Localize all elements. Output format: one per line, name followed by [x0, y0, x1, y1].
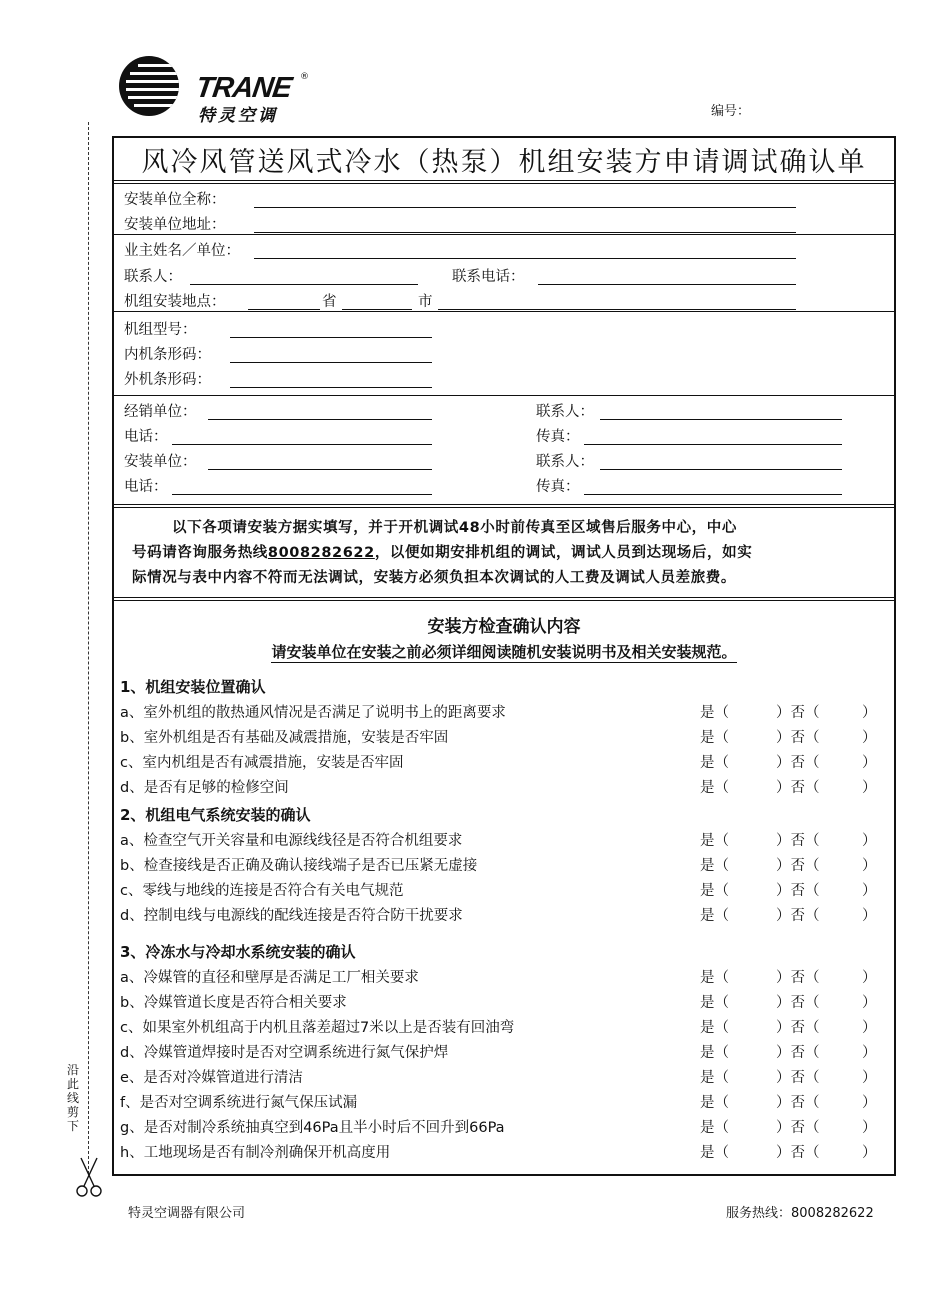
installer-phone-label: 电话： — [124, 479, 168, 495]
close-paren: ） — [862, 1095, 877, 1111]
checklist-subtitle — [112, 641, 896, 662]
scissors-icon — [72, 1156, 106, 1200]
checklist-item: f、是否对空调系统进行氮气保压试漏 — [120, 1095, 358, 1111]
no-checkbox[interactable]: ）否（ — [776, 705, 820, 721]
yes-checkbox[interactable]: 是（ — [700, 730, 729, 746]
close-paren: ） — [862, 970, 877, 986]
close-paren: ） — [862, 833, 877, 849]
divider — [112, 234, 896, 235]
installer-phone-field[interactable] — [172, 494, 432, 495]
contact-phone-label: 联系电话： — [452, 269, 525, 285]
checklist-group-heading: 2、机组电气系统安装的确认 — [120, 806, 311, 824]
installer-contact-field[interactable] — [600, 469, 842, 470]
no-checkbox[interactable]: ）否（ — [776, 755, 820, 771]
notice-line-2-pre: 号码请咨询服务热线 — [132, 545, 268, 561]
checklist-item: b、室外机组是否有基础及减震措施，安装是否牢固 — [120, 730, 449, 746]
indoor-barcode-field[interactable] — [230, 362, 432, 363]
registered-mark: ® — [300, 72, 309, 82]
brand-name-cn: 特灵空调 — [198, 106, 278, 126]
close-paren: ） — [862, 995, 877, 1011]
dealer-field[interactable] — [208, 419, 432, 420]
no-checkbox[interactable]: ）否（ — [776, 908, 820, 924]
yes-checkbox[interactable]: 是（ — [700, 883, 729, 899]
company-address-field[interactable] — [254, 232, 796, 233]
dealer-fax-field[interactable] — [584, 444, 842, 445]
no-checkbox[interactable]: ）否（ — [776, 1045, 820, 1061]
checklist-title: 安装方检查确认内容 — [427, 617, 581, 637]
close-paren: ） — [862, 908, 877, 924]
no-checkbox[interactable]: ）否（ — [776, 1070, 820, 1086]
checklist-item: c、室内机组是否有减震措施，安装是否牢固 — [120, 755, 404, 771]
contact-field[interactable] — [190, 284, 418, 285]
notice-line-3: 际情况与表中内容不符而无法调试，安装方必须负担本次调试的人工费及调试人员差旅费。 — [132, 570, 736, 586]
yes-checkbox[interactable]: 是（ — [700, 1095, 729, 1111]
province-label: 省 — [322, 294, 337, 310]
no-checkbox[interactable]: ）否（ — [776, 833, 820, 849]
footer-hotline: 服务热线：8008282622 — [726, 1206, 874, 1221]
contact-label: 联系人： — [124, 269, 182, 285]
serial-number-label: 编号： — [711, 104, 751, 119]
indoor-barcode-label: 内机条形码： — [124, 347, 211, 363]
address-detail-field[interactable] — [438, 309, 796, 310]
no-checkbox[interactable]: ）否（ — [776, 995, 820, 1011]
yes-checkbox[interactable]: 是（ — [700, 995, 729, 1011]
yes-checkbox[interactable]: 是（ — [700, 755, 729, 771]
close-paren: ） — [862, 1045, 877, 1061]
installer-field[interactable] — [208, 469, 432, 470]
checklist-item: h、工地现场是否有制冷剂确保开机高度用 — [120, 1145, 391, 1161]
yes-checkbox[interactable]: 是（ — [700, 908, 729, 924]
no-checkbox[interactable]: ）否（ — [776, 883, 820, 899]
close-paren: ） — [862, 883, 877, 899]
owner-field[interactable] — [254, 258, 796, 259]
checklist-item: d、控制电线与电源线的配线连接是否符合防干扰要求 — [120, 908, 463, 924]
checklist-item: c、如果室外机组高于内机且落差超过7米以上是否装有回油弯 — [120, 1020, 515, 1036]
yes-checkbox[interactable]: 是（ — [700, 1020, 729, 1036]
notice-hotline: 8008282622 — [267, 545, 375, 561]
checklist-item: e、是否对冷媒管道进行清洁 — [120, 1070, 303, 1086]
cut-instruction: 沿此线剪下 — [66, 1063, 79, 1133]
yes-checkbox[interactable]: 是（ — [700, 970, 729, 986]
installer-contact-label: 联系人： — [536, 454, 594, 470]
yes-checkbox[interactable]: 是（ — [700, 833, 729, 849]
city-field[interactable] — [342, 309, 412, 310]
installer-fax-field[interactable] — [584, 494, 842, 495]
yes-checkbox[interactable]: 是（ — [700, 1070, 729, 1086]
divider — [112, 180, 896, 184]
close-paren: ） — [862, 1020, 877, 1036]
dealer-fax-label: 传真： — [536, 429, 580, 445]
divider — [112, 597, 896, 601]
checklist-subtitle-text: 请安装单位在安装之前必须详细阅读随机安装说明书及相关安装规范。 — [271, 643, 737, 661]
company-full-name-field[interactable] — [254, 207, 796, 208]
no-checkbox[interactable]: ）否（ — [776, 858, 820, 874]
form-title: 风冷风管送风式冷水（热泵）机组安装方申请调试确认单 — [141, 147, 867, 178]
province-field[interactable] — [248, 309, 320, 310]
checklist-item: g、是否对制冷系统抽真空到46Pa且半小时后不回升到66Pa — [120, 1120, 505, 1136]
notice-line-1: 以下各项请安装方据实填写，并于开机调试48小时前传真至区域售后服务中心，中心 — [172, 520, 737, 536]
yes-checkbox[interactable]: 是（ — [700, 705, 729, 721]
checklist-group-heading: 1、机组安装位置确认 — [120, 678, 266, 696]
dealer-contact-label: 联系人： — [536, 404, 594, 420]
checklist-item: a、冷媒管的直径和壁厚是否满足工厂相关要求 — [120, 970, 419, 986]
no-checkbox[interactable]: ）否（ — [776, 730, 820, 746]
installer-label: 安装单位： — [124, 454, 197, 470]
installer-fax-label: 传真： — [536, 479, 580, 495]
no-checkbox[interactable]: ）否（ — [776, 1095, 820, 1111]
no-checkbox[interactable]: ）否（ — [776, 780, 820, 796]
company-address-label: 安装单位地址： — [124, 217, 226, 233]
model-field[interactable] — [230, 337, 432, 338]
close-paren: ） — [862, 705, 877, 721]
close-paren: ） — [862, 730, 877, 746]
checklist-item: a、室外机组的散热通风情况是否满足了说明书上的距离要求 — [120, 705, 506, 721]
model-label: 机组型号： — [124, 322, 197, 338]
close-paren: ） — [862, 1120, 877, 1136]
dealer-phone-label: 电话： — [124, 429, 168, 445]
yes-checkbox[interactable]: 是（ — [700, 1120, 729, 1136]
yes-checkbox[interactable]: 是（ — [700, 1045, 729, 1061]
checklist-item: b、冷媒管道长度是否符合相关要求 — [120, 995, 347, 1011]
install-location-label: 机组安装地点： — [124, 294, 226, 310]
outdoor-barcode-field[interactable] — [230, 387, 432, 388]
close-paren: ） — [862, 780, 877, 796]
footer-company: 特灵空调器有限公司 — [128, 1206, 246, 1221]
owner-label: 业主姓名／单位： — [124, 243, 240, 259]
divider — [112, 311, 896, 312]
checklist-item: b、检查接线是否正确及确认接线端子是否已压紧无虚接 — [120, 858, 478, 874]
checklist-item: d、是否有足够的检修空间 — [120, 780, 289, 796]
close-paren: ） — [862, 1145, 877, 1161]
contact-phone-field[interactable] — [538, 284, 796, 285]
dealer-phone-field[interactable] — [172, 444, 432, 445]
outdoor-barcode-label: 外机条形码： — [124, 372, 211, 388]
yes-checkbox[interactable]: 是（ — [700, 780, 729, 796]
close-paren: ） — [862, 1070, 877, 1086]
yes-checkbox[interactable]: 是（ — [700, 1145, 729, 1161]
divider — [112, 504, 896, 508]
checklist-item: a、检查空气开关容量和电源线线径是否符合机组要求 — [120, 833, 463, 849]
notice-line-2-post: ，以便如期安排机组的调试，调试人员到达现场后，如实 — [374, 545, 753, 561]
city-label: 市 — [418, 294, 433, 310]
no-checkbox[interactable]: ）否（ — [776, 1120, 820, 1136]
trane-logo-icon — [118, 55, 180, 117]
yes-checkbox[interactable]: 是（ — [700, 858, 729, 874]
dealer-contact-field[interactable] — [600, 419, 842, 420]
close-paren: ） — [862, 755, 877, 771]
close-paren: ） — [862, 858, 877, 874]
no-checkbox[interactable]: ）否（ — [776, 1020, 820, 1036]
dealer-label: 经销单位： — [124, 404, 197, 420]
brand-name-en: TRANE — [193, 72, 294, 104]
divider — [112, 395, 896, 396]
checklist-item: d、冷媒管道焊接时是否对空调系统进行氮气保护焊 — [120, 1045, 449, 1061]
cut-line — [88, 122, 89, 1174]
company-full-name-label: 安装单位全称： — [124, 192, 226, 208]
checklist-item: c、零线与地线的连接是否符合有关电气规范 — [120, 883, 404, 899]
checklist-group-heading: 3、冷冻水与冷却水系统安装的确认 — [120, 943, 356, 961]
no-checkbox[interactable]: ）否（ — [776, 970, 820, 986]
notice-line-2 — [132, 541, 884, 565]
no-checkbox[interactable]: ）否（ — [776, 1145, 820, 1161]
